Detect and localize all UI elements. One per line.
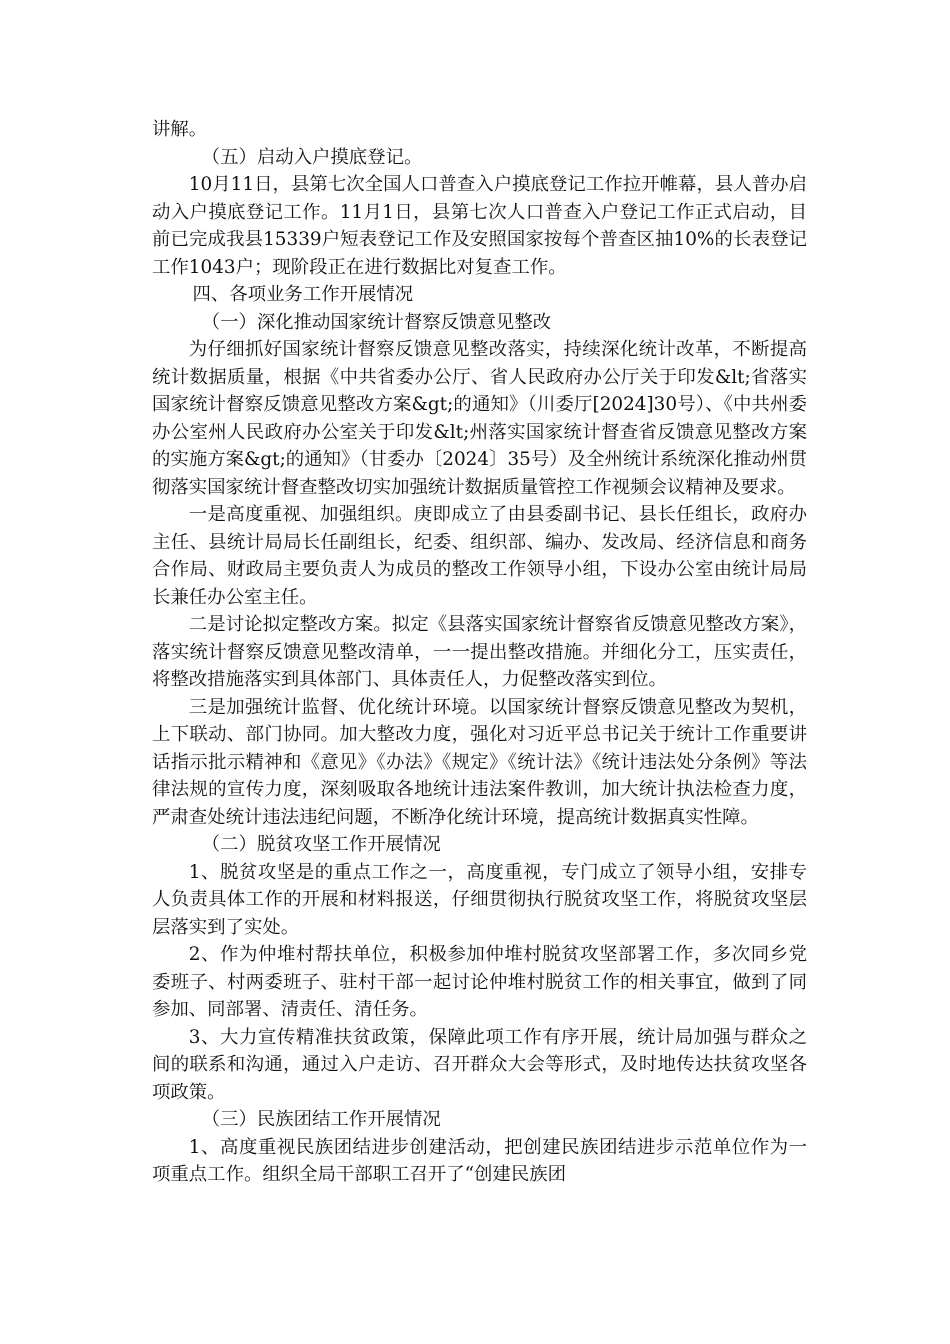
paragraph-inspection-feedback: 为仔细抓好国家统计督察反馈意见整改落实，持续深化统计改革，不断提高统计数据质量，根据《中共省委办公厅、省人民政府办公厅关于印发&lt;省落实国家统计督察反馈意见整改方案&gt;的通知》（川委厅[2024]30号）、《中共州委办公室州人民政府办公室关于印发&lt;州落实国家统计督查省反馈意见整改方案的实施方案&gt;的通知》（甘委办〔2024〕35号）及全州统计系统深化推动州贯彻落实国家统计督查整改切实加强统计数据质量管控工作视频会议精神及要求。 bbox=[152, 339, 807, 498]
paragraph-point-three: 三是加强统计监督、优化统计环境。以国家统计督察反馈意见整改为契机，上下联动、部门协同。加大整改力度，强化对习近平总书记关于统计工作重要讲话指示批示精神和《意见》《办法》《规定》《统计法》《统计违法处分条例》等法律法规的宣传力度，深刻吸取各地统计违法案件教训，加大统计执法检查力度，严肃查处统计违法违纪问题，不断净化统计环境，提高统计数据真实性障。 bbox=[152, 696, 807, 828]
paragraph-point-two: 二是讨论拟定整改方案。拟定《县落实国家统计督察省反馈意见整改方案》，落实统计督察反馈意见整改清单，一一提出整改措施。并细化分工，压实责任，将整改措施落实到具体部门、具体责任人，力促整改落实到位。 bbox=[152, 614, 807, 690]
paragraph-point-one: 一是高度重视、加强组织。庚即成立了由县委副书记、县长任组长，政府办主任、县统计局局长任副组长，纪委、组织部、编办、发改局、经济信息和商务合作局、财政局主要负责人为成员的整改工作领导小组，下设办公室由统计局局长兼任办公室主任。 bbox=[152, 504, 807, 608]
section-heading-5: （五）启动入户摸底登记。 bbox=[201, 146, 423, 168]
paragraph-census-registration: 10月11日，县第七次全国人口普查入户摸底登记工作拉开帷幕，县人普办启动入户摸底登记工作。11月1日，县第七次人口普查入户登记工作正式启动，目前已完成我县15339户短表登记工作及安照国家按每个普查区抽10%的长表登记工作1043户；现阶段正在进行数据比对复查工作。 bbox=[152, 174, 807, 278]
paragraph-ethnic-unity-1: 1、高度重视民族团结进步创建活动，把创建民族团结进步示范单位作为一项重点工作。组织全局干部职工召开了“创建民族团 bbox=[152, 1136, 807, 1185]
paragraph-poverty-1: 1、脱贫攻坚是的重点工作之一，高度重视，专门成立了领导小组，安排专人负责具体工作的开展和材料报送，仔细贯彻执行脱贫攻坚工作，将脱贫攻坚层层落实到了实处。 bbox=[152, 861, 807, 938]
paragraph-continuation: 讲解。 bbox=[152, 119, 208, 140]
section-heading-3: （三）民族团结工作开展情况 bbox=[201, 1109, 441, 1130]
document-body bbox=[152, 116, 807, 1189]
paragraph-poverty-2: 2、作为仲堆村帮扶单位，积极参加仲堆村脱贫攻坚部署工作，多次同乡党委班子、村两委班子、驻村干部一起讨论仲堆村脱贫工作的相关事宜，做到了同参加、同部署、清责任、清任务。 bbox=[152, 944, 807, 1020]
paragraph-poverty-3: 3、大力宣传精准扶贫政策，保障此项工作有序开展，统计局加强与群众之间的联系和沟通，通过入户走访、召开群众大会等形式，及时地传达扶贫攻坚各项政策。 bbox=[152, 1026, 807, 1103]
chapter-heading-4: 四、各项业务工作开展情况 bbox=[192, 284, 414, 305]
section-heading-1: （一）深化推动国家统计督察反馈意见整改 bbox=[201, 311, 552, 333]
section-heading-2: （二）脱贫攻坚工作开展情况 bbox=[201, 834, 441, 855]
